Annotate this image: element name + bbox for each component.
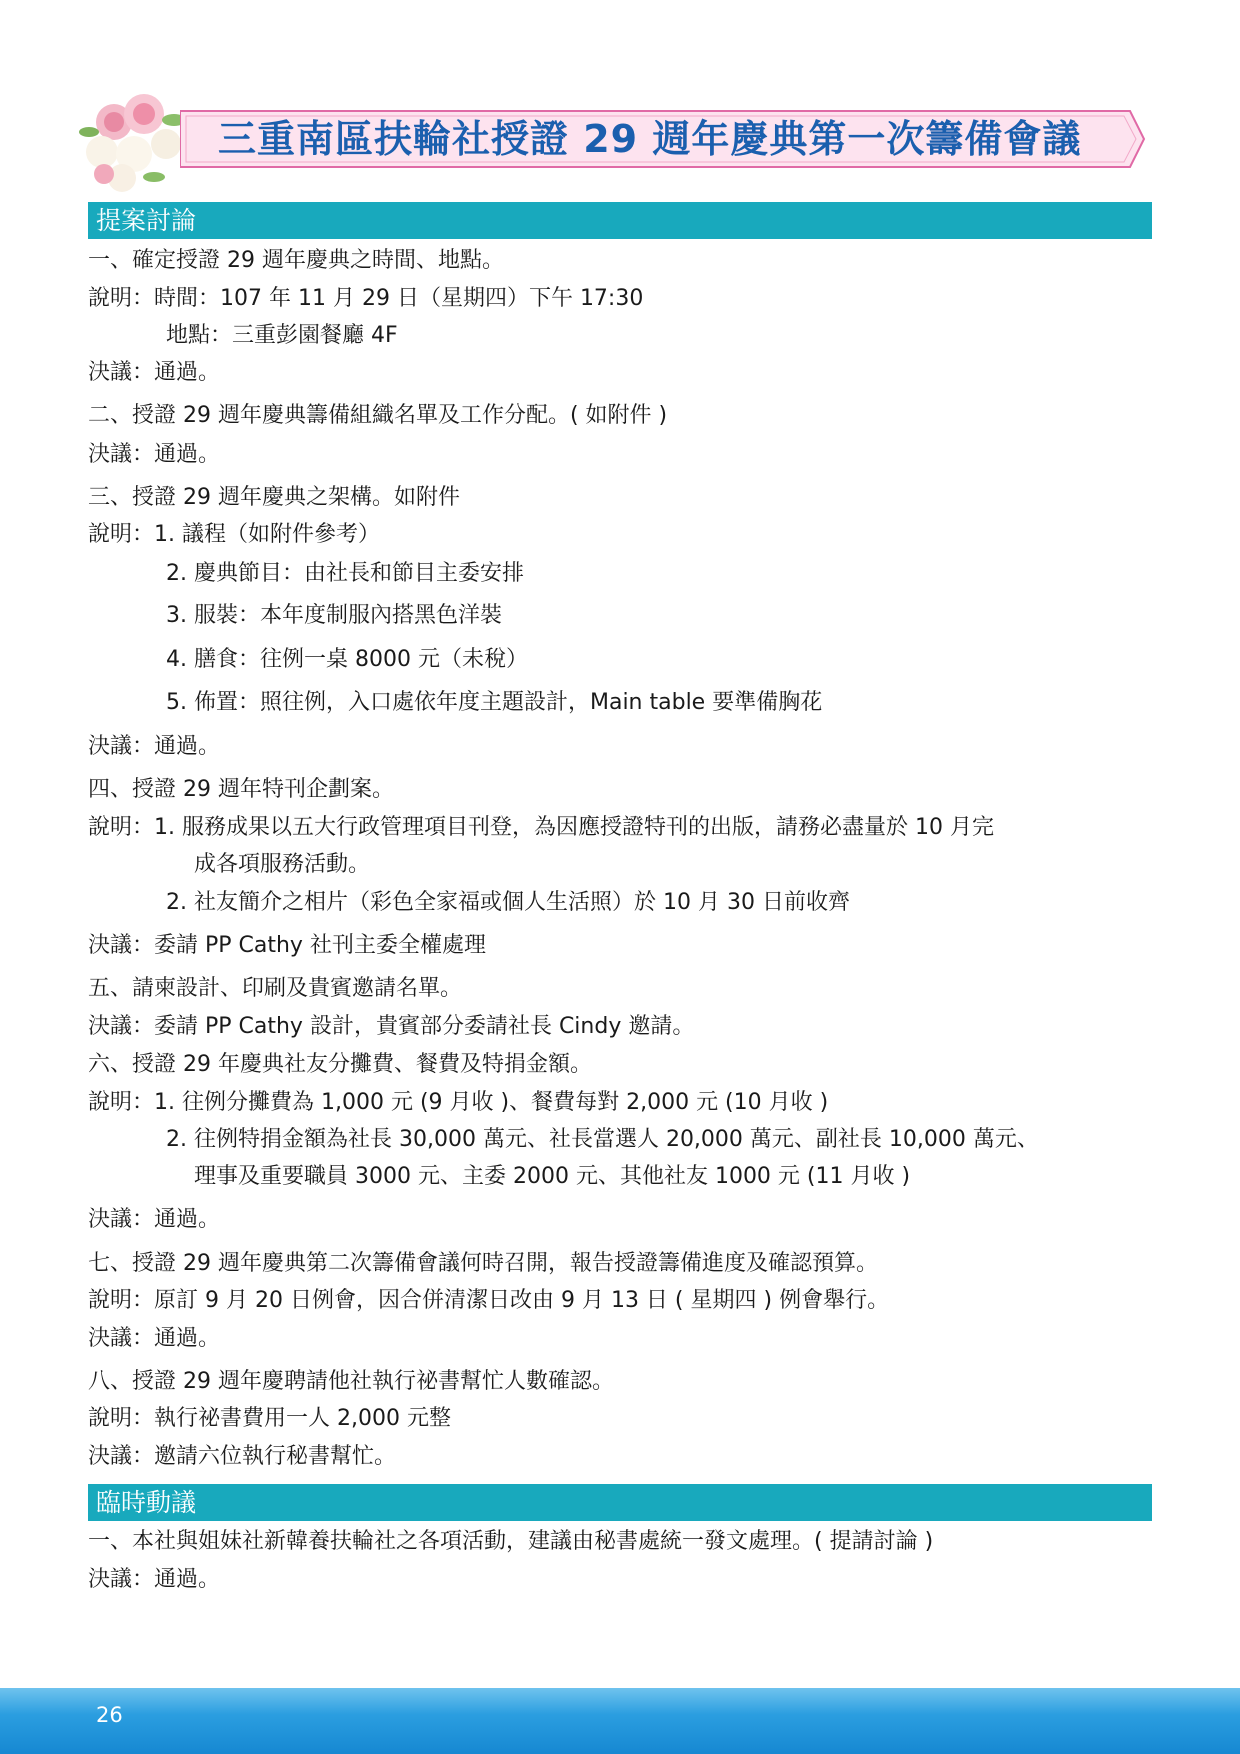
proposal-6-resolution: 決議：通過。	[88, 1207, 221, 1232]
section-header-proposals: 提案討論	[88, 202, 1152, 239]
title-banner	[180, 105, 1148, 173]
proposal-3-title: 三、授證 29 週年慶典之架構。如附件	[88, 485, 460, 510]
proposal-7-note: 說明：原訂 9 月 20 日例會，因合併清潔日改由 9 月 13 日 ( 星期四 ) 例會舉行。	[88, 1288, 890, 1313]
proposal-6-note-2-cont: 理事及重要職員 3000 元、主委 2000 元、其他社友 1000 元 (11 月收 )	[194, 1164, 911, 1189]
proposal-3-note-4: 4. 膳食：往例一桌 8000 元（未稅）	[166, 647, 528, 672]
proposal-6-note-2: 2. 往例特捐金額為社長 30,000 萬元、社長當選人 20,000 萬元、副社長 10,000 萬元、	[166, 1127, 1039, 1152]
proposal-7-title: 七、授證 29 週年慶典第二次籌備會議何時召開，報告授證籌備進度及確認預算。	[88, 1251, 878, 1276]
proposal-2-title: 二、授證 29 週年慶典籌備組織名單及工作分配。( 如附件 )	[88, 403, 668, 428]
extempore-1-resolution: 決議：通過。	[88, 1567, 221, 1592]
proposal-1-note-time: 說明：時間：107 年 11 月 29 日（星期四）下午 17:30	[88, 286, 644, 311]
proposal-4-title: 四、授證 29 週年特刊企劃案。	[88, 777, 394, 802]
proposal-4-resolution: 決議：委請 PP Cathy 社刊主委全權處理	[88, 933, 486, 958]
proposal-1-note-place: 地點：三重彭園餐廳 4F	[166, 323, 398, 348]
proposal-2-resolution: 決議：通過。	[88, 442, 221, 467]
proposal-8-note: 說明：執行祕書費用一人 2,000 元整	[88, 1406, 451, 1431]
proposal-6-title: 六、授證 29 年慶典社友分攤費、餐費及特捐金額。	[88, 1052, 592, 1077]
section-header-extempore: 臨時動議	[88, 1484, 1152, 1521]
proposal-6-note-1: 說明：1. 往例分攤費為 1,000 元 (9 月收 )、餐費每對 2,000 元 (10 月收 )	[88, 1090, 829, 1115]
proposal-3-resolution: 決議：通過。	[88, 734, 221, 759]
proposal-3-note-3: 3. 服裝：本年度制服內搭黑色洋裝	[166, 603, 502, 628]
extempore-1-title: 一、本社與姐妹社新韓養扶輪社之各項活動，建議由秘書處統一發文處理。( 提請討論 )	[88, 1529, 934, 1554]
proposal-3-note-5: 5. 佈置：照往例，入口處依年度主題設計，Main table 要準備胸花	[166, 690, 823, 715]
page-number: 26	[96, 1703, 123, 1727]
proposal-1-resolution: 決議：通過。	[88, 360, 221, 385]
proposal-4-note-2: 2. 社友簡介之相片（彩色全家福或個人生活照）於 10 月 30 日前收齊	[166, 890, 850, 915]
proposal-1-title: 一、確定授證 29 週年慶典之時間、地點。	[88, 248, 504, 273]
page-title: 三重南區扶輪社授證 29 週年慶典第一次籌備會議	[218, 117, 1082, 161]
footer-bar	[0, 1688, 1240, 1754]
proposal-8-title: 八、授證 29 週年慶聘請他社執行祕書幫忙人數確認。	[88, 1369, 614, 1394]
proposal-4-note-1-cont: 成各項服務活動。	[194, 852, 371, 877]
proposal-3-note-1: 說明：1. 議程（如附件參考）	[88, 522, 380, 547]
proposal-3-note-2: 2. 慶典節目：由社長和節目主委安排	[166, 561, 524, 586]
proposal-8-resolution: 決議：邀請六位執行秘書幫忙。	[88, 1444, 397, 1469]
proposal-5-resolution: 決議：委請 PP Cathy 設計，貴賓部分委請社長 Cindy 邀請。	[88, 1014, 695, 1039]
proposal-4-note-1: 說明：1. 服務成果以五大行政管理項目刊登，為因應授證特刊的出版，請務必盡量於 10 月完	[88, 815, 994, 840]
proposal-7-resolution: 決議：通過。	[88, 1326, 221, 1351]
proposal-5-title: 五、請柬設計、印刷及貴賓邀請名單。	[88, 976, 463, 1001]
